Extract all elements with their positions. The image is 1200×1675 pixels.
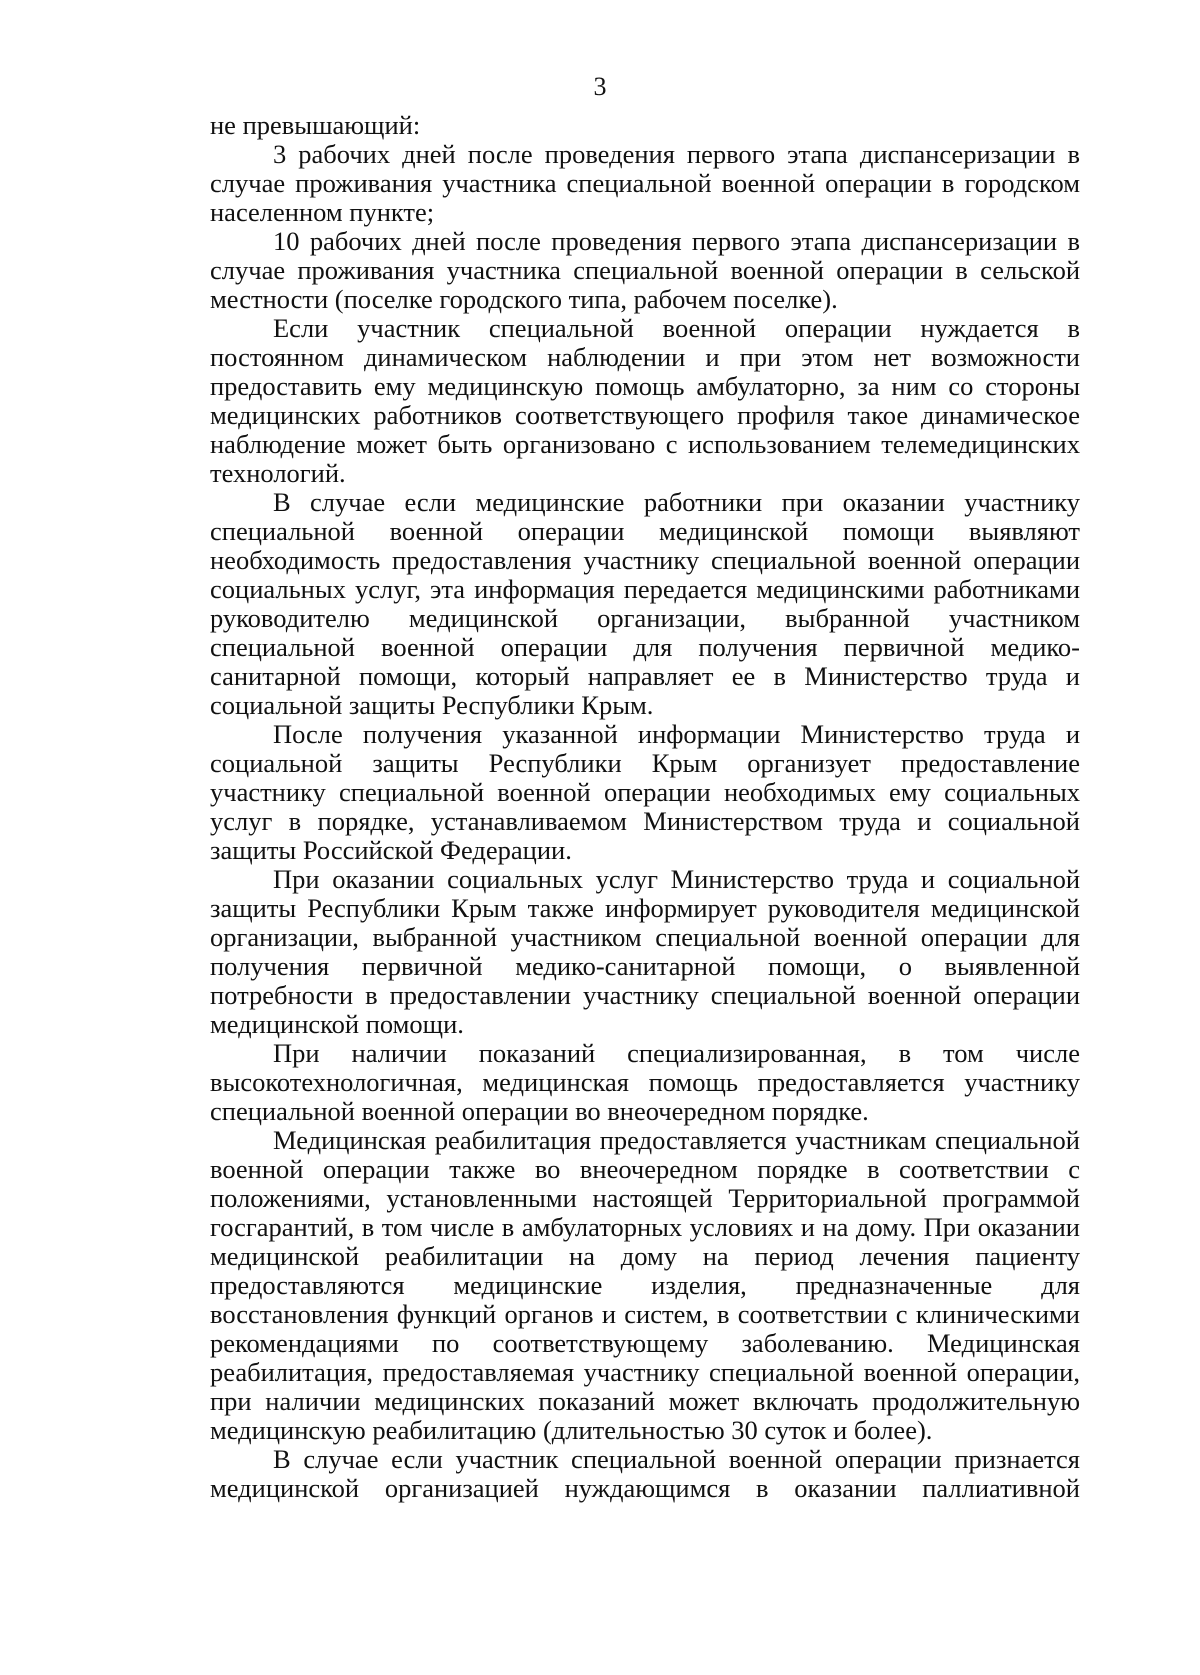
paragraph-rehabilitation: Медицинская реабилитация предоставляется участникам специальной военной операции также во внеочередном порядке в соответствии с положениями, установленными настоящей Территориальной программой госгарантий, в том числе в амбулаторных условиях и на дому. При оказании медицинской реабилитации на дому на период лечения пациенту предоставляются медицинские изделия, предназначенные для восстановления функций органов и систем, в соответствии с клиническими рекомендациями по соответствующему заболеванию. Медицинская реабилитация, предоставляемая участнику специальной военной операции, при наличии медицинских показаний может включать продолжительную медицинскую реабилитацию (длительностью 30 суток и более). bbox=[210, 1125, 1080, 1445]
paragraph-continuation: не превышающий: bbox=[210, 110, 421, 140]
paragraph-social-services-provision: После получения указанной информации Министерство труда и социальной защиты Республики Крым организует предоставление участнику специальной военной операции необходимых ему социальных услуг в порядке, устанавливаемом Министерством труда и социальной защиты Российской Федерации. bbox=[210, 719, 1080, 865]
paragraph-palliative-care: В случае если участник специальной военной операции признается медицинской организацией нуждающимся в оказании паллиативной bbox=[210, 1444, 1080, 1503]
document-body bbox=[210, 111, 1080, 1503]
page-number: 3 bbox=[593, 72, 607, 101]
paragraph-ministry-informs: При оказании социальных услуг Министерство труда и социальной защиты Республики Крым также информирует руководителя медицинской организации, выбранной участником специальной военной операции для получения первичной медико-санитарной помощи, о выявленной потребности в предоставлении участнику специальной военной операции медицинской помощи. bbox=[210, 864, 1080, 1039]
paragraph-telemedicine: Если участник специальной военной операции нуждается в постоянном динамическом наблюдении и при этом нет возможности предоставить ему медицинскую помощь амбулаторно, за ним со стороны медицинских работников соответствующего профиля такое динамическое наблюдение может быть организовано с использованием телемедицинских технологий. bbox=[210, 313, 1080, 488]
paragraph-urban-term: 3 рабочих дней после проведения первого этапа диспансеризации в случае проживания участника специальной военной операции в городском населенном пункте; bbox=[210, 139, 1080, 227]
paragraph-rural-term: 10 рабочих дней после проведения первого этапа диспансеризации в случае проживания участника специальной военной операции в сельской местности (поселке городского типа, рабочем поселке). bbox=[210, 226, 1080, 314]
paragraph-specialized-care: При наличии показаний специализированная, в том числе высокотехнологичная, медицинская помощь предоставляется участнику специальной военной операции во внеочередном порядке. bbox=[210, 1038, 1080, 1126]
paragraph-social-services-need: В случае если медицинские работники при оказании участнику специальной военной операции медицинской помощи выявляют необходимость предоставления участнику специальной военной операции социальных услуг, эта информация передается медицинскими работниками руководителю медицинской организации, выбранной участником специальной военной операции для получения первичной медико-санитарной помощи, который направляет ее в Министерство труда и социальной защиты Республики Крым. bbox=[210, 487, 1080, 720]
